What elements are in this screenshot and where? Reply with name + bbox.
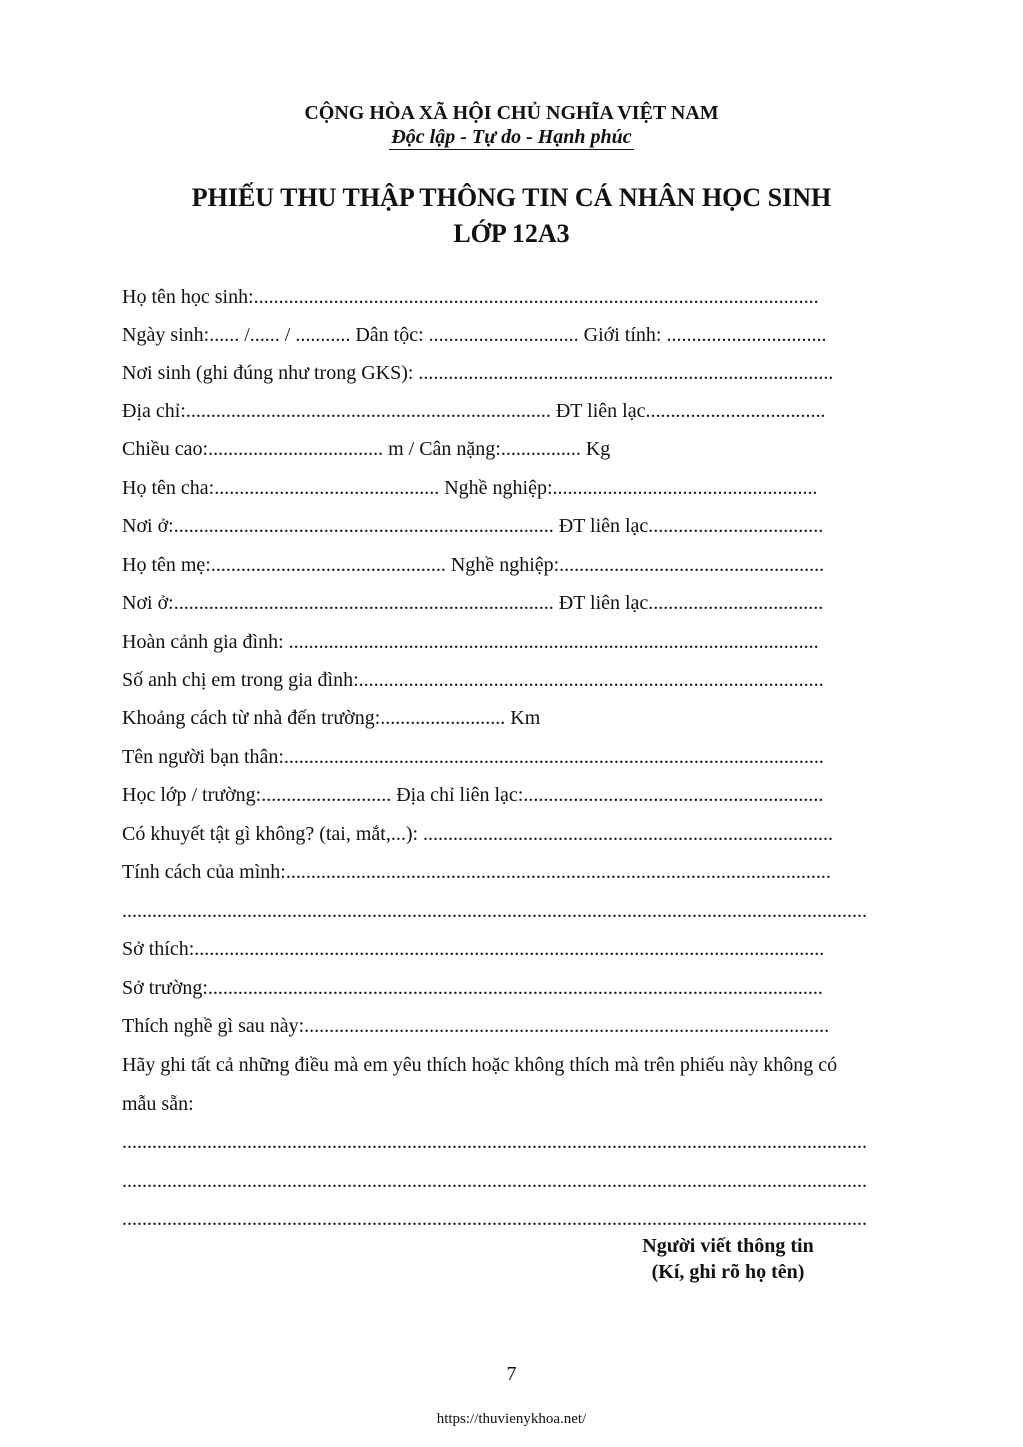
field-mother-address-phone: Nơi ở:............................................................................ ĐT liên lạc................................... [122, 592, 824, 614]
field-father-address-phone: Nơi ở:............................................................................ ĐT liên lạc................................... [122, 515, 824, 537]
field-family-situation: Hoàn cảnh gia đình: .......................................................................................................... [122, 631, 819, 653]
signature-label: Người viết thông tin [642, 1235, 814, 1257]
field-personality-extra: ..................................................................................................................................................... [122, 900, 867, 922]
field-mother-name-job: Họ tên mẹ:............................................... Nghề nghiệp:..................................................... [122, 554, 825, 576]
field-hobbies: Sở thích:.............................................................................................................................. [122, 938, 825, 960]
national-motto: Độc lập - Tự do - Hạnh phúc [391, 126, 632, 148]
motto-line [0, 126, 1023, 151]
field-siblings: Số anh chị em trong gia đình:............................................................................................. [122, 669, 824, 691]
field-birth-ethnic-gender: Ngày sinh:...... /...... / ........... Dân tộc: .............................. Giới tính: ................................ [122, 324, 827, 346]
national-title: CỘNG HÒA XÃ HỘI CHỦ NGHĨA VIỆT NAM [304, 102, 719, 124]
field-class-school-contact: Học lớp / trường:.......................... Địa chỉ liên lạc:............................................................ [122, 784, 824, 806]
field-likes-dislikes-prompt-cont: mẫu sẵn: [122, 1093, 194, 1115]
source-url: https://thuvienykhoa.net/ [436, 1411, 587, 1427]
page-number: 7 [506, 1363, 517, 1385]
field-distance: Khoảng cách từ nhà đến trường:......................... Km [122, 707, 541, 729]
form-subtitle: LỚP 12A3 [453, 219, 570, 248]
field-strengths: Sở trường:........................................................................................................................... [122, 977, 823, 999]
field-blank-line-1: ..................................................................................................................................................... [122, 1131, 867, 1153]
field-address-phone: Địa chỉ:......................................................................... ĐT liên lạc.................................... [122, 400, 826, 422]
field-birthplace: Nơi sinh (ghi đúng như trong GKS): ................................................................................... [122, 362, 834, 384]
field-future-career: Thích nghề gì sau này:......................................................................................................... [122, 1015, 830, 1037]
field-student-name: Họ tên học sinh:................................................................................................................. [122, 286, 819, 308]
field-disability: Có khuyết tật gì không? (tai, mắt,...): .................................................................................. [122, 823, 834, 845]
field-blank-line-3: ..................................................................................................................................................... [122, 1208, 867, 1230]
field-father-name-job: Họ tên cha:............................................. Nghề nghiệp:..................................................... [122, 477, 818, 499]
field-height-weight: Chiều cao:................................... m / Cân nặng:................ Kg [122, 438, 611, 460]
field-best-friend: Tên người bạn thân:............................................................................................................ [122, 746, 824, 768]
field-likes-dislikes-prompt: Hãy ghi tất cả những điều mà em yêu thích hoặc không thích mà trên phiếu này không có [122, 1054, 838, 1076]
field-blank-line-2: ..................................................................................................................................................... [122, 1170, 867, 1192]
signature-note: (Kí, ghi rõ họ tên) [651, 1261, 805, 1283]
form-title: PHIẾU THU THẬP THÔNG TIN CÁ NHÂN HỌC SINH [191, 183, 832, 212]
field-personality: Tính cách của mình:............................................................................................................. [122, 861, 831, 883]
